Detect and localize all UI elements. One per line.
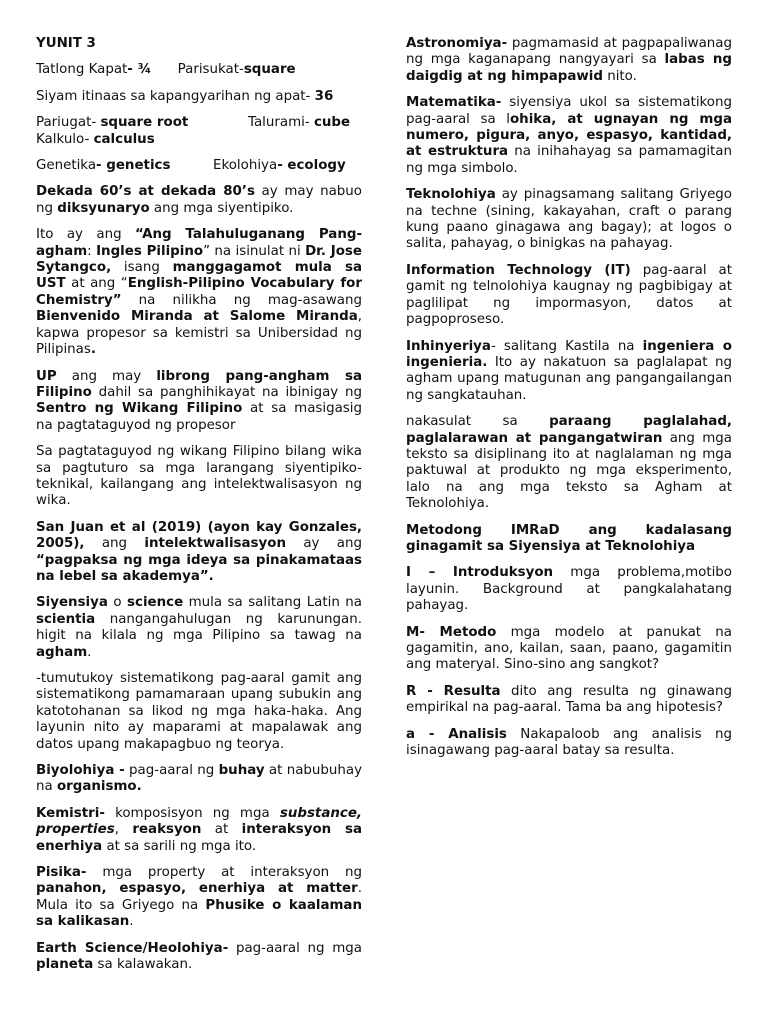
term-line-4: Genetika- genetics Ekolohiya- ecology	[36, 158, 346, 174]
paragraph-resulta: R - Resulta dito ang resulta ng ginawang empirikal na pag-aaral. Tama ba ang hipotesis?	[406, 683, 732, 716]
paragraph-biyolohiya: Biyolohiya - pag-aaral ng buhay at nabubuhay na organismo.	[36, 763, 362, 795]
paragraph-pagtataguyod: Sa pagtataguyod ng wikang Filipino bilang wika sa pagtuturo sa mga larangang siyentipiko-teknikal, kailangang ang intelektwalisasyon ng wika.	[36, 444, 362, 509]
paragraph-matematika: Matematika- siyensiya ukol sa sistematikong pag-aaral sa lohika, at ugnayan ng mga numero, pigura, anyo, espasyo, kantidad, at estruktura na inihahayag sa pamamagitan ng mga simbolo.	[406, 95, 733, 176]
paragraph-analisis: a - Analisis Nakapaloob ang analisis ng isinagawang pag-aaral batay sa resulta.	[406, 726, 733, 759]
paragraph-teknolohiya: Teknolohiya ay pinagsamang salitang Griyego na techne (sining, kakayahan, craft o parang kung paano ginagawa ang bagay); at logos o salita, pahayag, o binigkas na pahayag.	[406, 187, 732, 252]
paragraph-dekada: Dekada 60’s at dekada 80’s ay may nabuo ng diksyunaryo ang mga siyentipiko.	[36, 184, 362, 216]
paragraph-metodo: M- Metodo mga modelo at panukat na gagamitin, ano, kailan, saan, paano, gagamitin ang materyal. Sino-sino ang sangkot?	[406, 624, 732, 673]
paragraph-inhinyeriya: Inhinyeriya- salitang Kastila na ingeniera o ingenieria. Ito ay nakatuon sa paglalapat ng agham upang matugunan ang pangangailangan ng sangkatauhan.	[406, 338, 732, 403]
paragraph-pisika: Pisika- mga property at interaksyon ng panahon, espasyo, enerhiya at matter. Mula ito sa Griyego na Phusike o kaalaman sa kalikasan.	[36, 865, 363, 930]
term-line-2: Siyam itinaas sa kapangyarihan ng apat- 36	[36, 88, 334, 104]
paragraph-san-juan: San Juan et al (2019) (ayon kay Gonzales, 2005), ang intelektwalisasyon ay ang “pagpaksa ng mga ideya sa pinakamataas na lebel sa akademya”.	[36, 519, 362, 584]
paragraph-up: UP ang may librong pang-angham sa Filipino dahil sa panghihikayat na ibinigay ng Sentro ng Wikang Filipino at sa masigasig na pagtataguyod ng propesor	[36, 368, 362, 433]
term-line-1: Tatlong Kapat- ¾ Parisukat-square	[36, 62, 296, 78]
paragraph-earth-science: Earth Science/Heolohiya- pag-aaral ng mga planeta sa kalawakan.	[36, 940, 362, 973]
paragraph-information-technology: Information Technology (IT) pag-aaral at gamit ng telnolohiya kaugnay ng pagbibigay at paglilipat ng impormasyon, datos at pagpoproseso.	[406, 262, 732, 328]
paragraph-astronomiya: Astronomiya- pagmamasid at pagpapaliwanag ng mga kaganapang nangyayari sa labas ng daigdig at ng himpapawid nito.	[406, 36, 732, 84]
paragraph-kemistri: Kemistri- komposisyon ng mga substance, properties, reaksyon at interaksyon sa enerhiya at sa sarili ng mga ito.	[36, 805, 362, 854]
paragraph-tumutukoy: -tumutukoy sistematikong pag-aaral gamit ang sistematikong pamamaraan upang subukin ang katotohanan sa likod ng mga haka-haka. Ang layunin nito ay maparami at mapalawak ang datos upang makapagbuo ng teorya.	[36, 671, 362, 752]
term-line-3: Pariugat- square root Talurami- cube Kalkulo- calculus	[36, 115, 351, 147]
right-column	[406, 36, 732, 769]
paragraph-introduksyon: I – Introduksyon mga problema,motibo layunin. Background at pangkalahatang pahayag.	[406, 565, 732, 614]
paragraph-siyensiya: Siyensiya o science mula sa salitang Latin na scientia nangangahulugan ng karunungan. higit na kilala ng mga Pilipino sa tawag na agham.	[36, 595, 362, 660]
left-column	[36, 36, 362, 984]
heading-imrad: Metodong IMRaD ang kadalasang ginagamit sa Siyensiya at Teknolohiya	[406, 522, 732, 554]
unit-heading: YUNIT 3	[36, 36, 96, 51]
paragraph-talahuluganan: Ito ay ang “Ang Talahuluganang Pang-agham: Ingles Pilipino” na isinulat ni Dr. Jose Sytangco, isang manggagamot mula sa UST at ang “English-Pilipino Vocabulary for Chemistry” na nilikha ng mag-asawang Bienvenido Miranda at Salome Miranda, kapwa propesor sa kemistri sa Unibersidad ng Pilipinas.	[36, 227, 362, 358]
paragraph-nakasulat: nakasulat sa paraang paglalahad, paglalarawan at pangangatwiran ang mga teksto sa disiplinang ito at naglalaman ng mga paktuwal at produkto ng mga eksperimento, lalo na ang mga teksto sa Agham at Teknolohiya.	[406, 414, 732, 512]
